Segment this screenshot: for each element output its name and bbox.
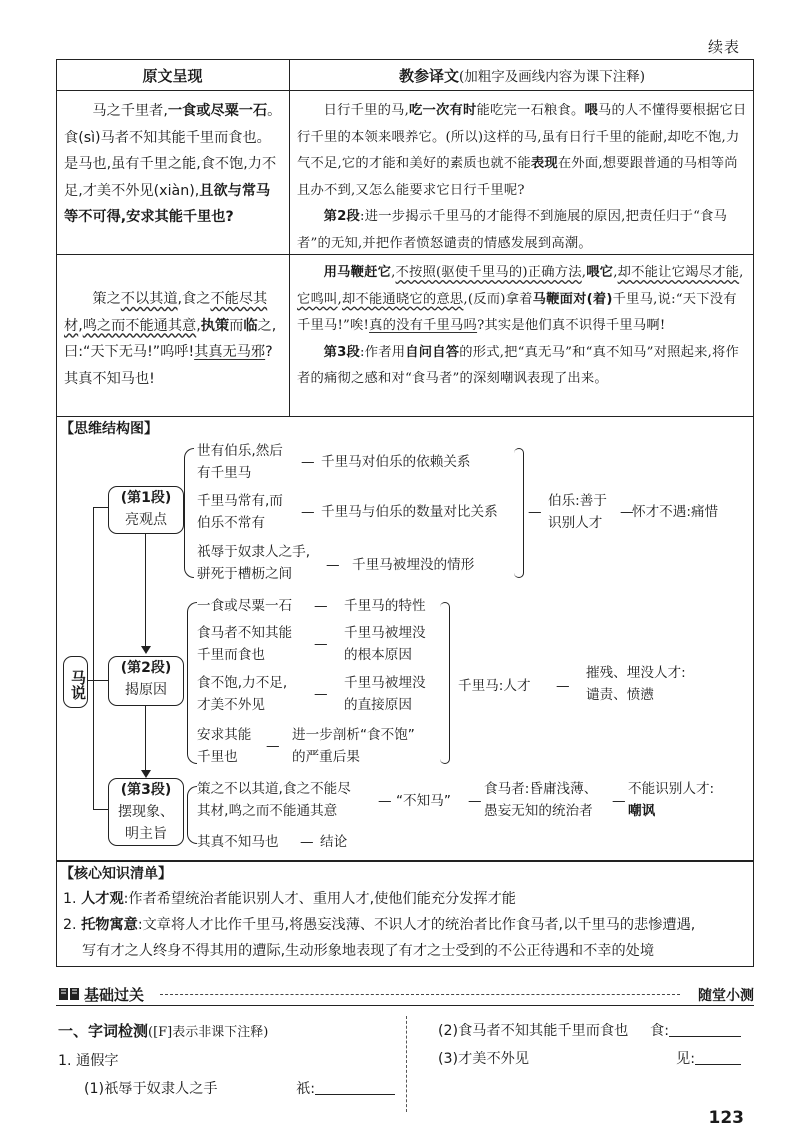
mm-node-p1 [108, 486, 184, 534]
mm-p2-res3-l1: 千里马被埋没 [344, 675, 426, 691]
mm-p1-res1: 千里马对伯乐的依赖关系 [321, 454, 471, 470]
orig-r1-b: 一食或尽粟一石 [167, 103, 268, 119]
mm-arrow-1-head [141, 646, 151, 654]
kn1-title: 人才观 [81, 891, 124, 907]
para2-label: 第2段 [323, 209, 361, 224]
trans-r1-f: 表现 [530, 156, 558, 171]
mm-p3-title1: 摆现象、 [118, 804, 174, 820]
mm-p3-bracket [187, 786, 197, 844]
basics-title: 基础过关 [84, 986, 145, 1004]
basics-divider [56, 1005, 754, 1006]
q2-blank[interactable] [669, 1023, 741, 1037]
sub-title-1: 1. 通假字 [58, 1053, 119, 1069]
row1-translation [297, 98, 747, 257]
mm-p1-sep1: — [301, 454, 315, 470]
mm-node-p3 [108, 778, 184, 846]
mm-p2-res1: 千里马的特性 [344, 598, 426, 614]
col2-header-title: 教参译文 [398, 67, 459, 85]
mm-p2-item3-l2: 才美不外见 [197, 697, 265, 713]
mm-p2-summary: 千里马:人才 [458, 678, 531, 694]
orig-r1-c: 。食(sì)马者不知其能千里而食也。是马也,虽有千里之能,食不饱,力不足,才美不外见(xiàn), [64, 103, 282, 199]
kn1-num: 1. [63, 891, 77, 907]
kn1-text: :作者希望统治者能识别人才、重用人才,使他们能充分发挥才能 [123, 891, 516, 907]
mm-p2-item4-l2: 千里也 [197, 749, 238, 765]
mm-p2-sep1: — [314, 598, 328, 614]
mm-p1-sum-l2: 识别人才 [548, 515, 603, 531]
mm-p1-summary [548, 490, 607, 534]
mm-p2-tag: (第2段) [120, 660, 172, 676]
mm-p2-item2 [197, 622, 292, 666]
mm-p2-bracket [187, 602, 197, 764]
knowledge-item-2 [63, 912, 695, 938]
mm-p3-sep1: — [378, 793, 392, 809]
trans-r2-h: , [739, 265, 744, 280]
mm-trunk [93, 507, 94, 809]
orig-r1-a: 马之千里者, [92, 103, 168, 119]
mm-p2-end-l2: 谴责、愤懑 [586, 687, 654, 703]
trans-r2-b: , [391, 265, 396, 280]
q1 [84, 1078, 218, 1098]
row2-original [64, 286, 284, 392]
para3-bold: 自问自答 [405, 344, 460, 360]
mm-p2-item1: 一食或尽粟一石 [197, 598, 293, 614]
section-title-text: 一、字词检测 [58, 1022, 149, 1040]
q2-answer-label: 食: [650, 1023, 669, 1039]
orig-r2-l: 其真无马邪 [194, 344, 266, 360]
q1-answer-label: 祇: [296, 1081, 315, 1097]
mm-p2-end-l1: 摧残、埋没人才: [586, 665, 686, 681]
orig-r2-m: ?其真不知马也! [64, 344, 273, 387]
q3-label: (3)才美不外见 [438, 1051, 530, 1067]
mm-p3-sep-end: — [612, 793, 626, 809]
mm-p2-sep-end: — [556, 678, 570, 694]
basics-rule [160, 994, 680, 995]
mm-p1-item3-l2: 骈死于槽枥之间 [197, 566, 293, 582]
page-number: 123 [708, 1108, 744, 1128]
mm-p3-item1-l2: 其材,鸣之而不能通其意 [197, 803, 338, 819]
row2-translation [297, 260, 747, 393]
mm-p2-item2-l2: 千里而食也 [197, 647, 265, 663]
mm-arrow-2-head [141, 770, 151, 778]
trans-r2-g: 却不能让它竭尽才能 [617, 265, 740, 280]
mm-p2-item3-l1: 食不饱,力不足, [197, 675, 288, 691]
trans-r2-e: 喂它 [586, 265, 614, 280]
orig-r1-d: 且欲与常马等不可得,安求其能千里也? [64, 182, 271, 225]
mm-node-p2 [108, 656, 184, 706]
mm-p3-item1-l1: 策之不以其道,食之不能尽 [197, 781, 351, 797]
knowledge-item-2-cont: 写有才之人终身不得其用的遭际,生动形象地表现了有才之士受到的不公正待遇和不幸的处境 [82, 943, 655, 959]
book-icon [58, 986, 80, 1000]
mm-p2-res3-l2: 的直接原因 [344, 697, 412, 713]
q1-answer [296, 1078, 395, 1098]
trans-r2-l: ,(反而)拿着 [463, 291, 533, 307]
mm-p1-item2-l1: 千里马常有,而 [197, 493, 283, 509]
para2-text: :进一步揭示千里马的才能得不到施展的原因,把责任归于“食马者”的无知,并把作者愤怒谴责的情感发展到高潮。 [297, 209, 728, 251]
mm-p1-item3 [197, 541, 310, 585]
mm-p2-res2-l1: 千里马被埋没 [344, 625, 426, 641]
para3-rest: 的形式,把“真无马”和“真不知马”对照起来,将作者的痛彻之感和对“食马者”的深刻嘲讽表现了出来。 [297, 344, 740, 386]
mm-root-text: 马说 [69, 670, 87, 700]
orig-r2-k: 之,曰:“天下无马!”呜呼! [64, 317, 277, 360]
mm-p3-res2: 结论 [320, 834, 348, 850]
mm-p2-res4-l2: 的严重后果 [292, 749, 360, 765]
trans-r1-g: 在外面,想要跟普通的马相等尚且办不到,又怎么能要求它日行千里呢? [297, 156, 738, 198]
mm-p3-title2: 明主旨 [125, 826, 167, 842]
trans-r1-b: 吃一次有时 [409, 103, 477, 118]
mm-p2-res2 [344, 622, 426, 666]
mm-p2-res4-l1: 进一步剖析“食不饱” [292, 727, 415, 743]
mm-p1-item1-l2: 有千里马 [197, 465, 252, 481]
orig-r2-b: 不以其道 [120, 291, 178, 307]
para3-label: 第3段 [323, 344, 361, 360]
mm-p2-end [586, 662, 686, 706]
trans-r2-p: 真的没有千里马吗 [369, 318, 478, 333]
orig-r2-a: 策之 [92, 291, 121, 307]
mindmap-label: 【思维结构图】 [60, 421, 158, 437]
q2 [438, 1020, 628, 1040]
mm-arrow-2 [145, 706, 146, 774]
trans-r2-c: 不按照(驱使千里马的)正确方法 [395, 265, 582, 280]
mm-p1-rbracket [514, 448, 524, 578]
basics-col-divider [406, 1016, 407, 1112]
col2-header-note: (加粗字及画线内容为课下注释) [458, 69, 646, 85]
table-col-divider [289, 59, 290, 417]
kn2-num: 2. [63, 917, 77, 933]
trans-r2-i: 它鸣叫 [297, 291, 338, 307]
orig-r2-i: 而 [229, 317, 244, 334]
mm-p1-item1-l1: 世有伯乐,然后 [197, 443, 283, 459]
mm-p1-item1 [197, 440, 283, 484]
knowledge-item-1 [63, 886, 516, 912]
mm-p1-item3-l1: 祇辱于奴隶人之手, [197, 544, 311, 560]
trans-r2-k: 却不能通晓它的意思 [341, 291, 464, 307]
mm-p3-summary [484, 778, 597, 822]
orig-r2-f: 鸣之而不能通其意 [82, 317, 197, 334]
q3-blank[interactable] [695, 1051, 741, 1065]
q3-answer-label: 见: [676, 1051, 695, 1067]
mm-p2-item2-l1: 食马者不知其能 [197, 625, 293, 641]
row1-original [64, 98, 284, 231]
q1-label: (1)祇辱于奴隶人之手 [84, 1081, 218, 1097]
table-header-rule [56, 90, 754, 91]
mm-p1-title: 亮观点 [125, 512, 167, 528]
mm-p1-res2: 千里马与伯乐的数量对比关系 [321, 504, 498, 520]
mm-p3-end-l1: 不能识别人才: [628, 781, 715, 797]
trans-r1-c: 能吃完一石粮食。 [476, 103, 585, 118]
mm-p1-sum-l1: 伯乐:善于 [548, 493, 607, 509]
mm-p3-item2: 其真不知马也 [197, 834, 279, 850]
q3 [438, 1048, 529, 1068]
mm-p1-item2 [197, 490, 283, 534]
mm-p3-sum-l2: 愚妄无知的统治者 [484, 803, 593, 819]
mm-link-p1 [93, 507, 108, 508]
mm-p2-item4-l1: 安求其能 [197, 727, 252, 743]
mm-p2-rbracket [440, 602, 450, 764]
mm-p1-sep-end: — [620, 504, 634, 520]
trans-r2-f: , [613, 265, 618, 280]
mm-p1-bracket [184, 448, 194, 578]
mm-p1-sep3: — [326, 557, 340, 573]
basics-tag: 随堂小测 [698, 988, 754, 1004]
trans-r2-m: 马鞭 [532, 291, 560, 307]
mm-p3-res1: “不知马” [396, 793, 451, 809]
mm-p2-sep2: — [314, 636, 328, 652]
trans-r1-a: 日行千里的马, [323, 103, 410, 118]
q2-answer [650, 1020, 741, 1040]
mm-p2-title: 揭原因 [125, 682, 167, 698]
orig-r2-e: , [78, 317, 83, 334]
orig-r2-h: 执策 [200, 317, 230, 334]
q2-label: (2)食马者不知其能千里而食也 [438, 1023, 629, 1039]
q3-answer [676, 1048, 741, 1068]
mm-p3-sum-l1: 食马者:昏庸浅薄、 [484, 781, 598, 797]
orig-r2-c: ,食之 [177, 291, 211, 307]
mm-p3-sep2: — [300, 834, 314, 850]
trans-r1-e: 马的人不懂得要根据它日行千里的本领来喂养它。(所以)这样的马,虽有日行千里的能耐,却吃不饱,力气不足,它的才能和美好的素质也就不能 [297, 103, 747, 171]
col1-header: 原文呈现 [142, 67, 203, 85]
mm-root [63, 656, 88, 708]
mm-p1-sep-sum: — [528, 504, 542, 520]
mm-arrow-1 [145, 534, 146, 652]
mm-p3-end [628, 778, 714, 822]
mm-p3-item1 [197, 778, 351, 822]
trans-r1-d: 喂 [584, 103, 598, 118]
mm-p3-end-l2: 嘲讽 [628, 803, 656, 819]
mm-p2-res2-l2: 的根本原因 [344, 647, 412, 663]
kn2-text: :文章将人才比作千里马,将愚妄浅薄、不识人才的统治者比作食马者,以千里马的悲惨遭遇, [137, 917, 696, 933]
trans-r2-n: 面对(着) [559, 291, 613, 307]
mm-p2-res4 [292, 724, 415, 768]
mm-p2-res3 [344, 672, 426, 716]
mm-p1-tag: (第1段) [120, 490, 172, 506]
section-note: ([F]表示非课下注释) [148, 1025, 269, 1040]
mm-p1-sep2: — [301, 504, 315, 520]
section-title [58, 1020, 268, 1041]
trans-r2-d: , [581, 265, 587, 280]
kn2-title: 托物寓意 [81, 917, 138, 933]
mm-p3-tag: (第3段) [120, 782, 172, 798]
mm-p2-sep3: — [314, 686, 328, 702]
knowledge-label: 【核心知识清单】 [60, 866, 172, 882]
continued-label: 续表 [707, 38, 740, 56]
mm-link-p3 [93, 809, 108, 810]
trans-r2-a: 用马鞭赶它 [323, 265, 392, 280]
mm-p1-end: 怀才不遇:痛惜 [632, 504, 719, 520]
mm-p1-res3: 千里马被埋没的情形 [352, 557, 475, 573]
para3-text: :作者用 [360, 344, 406, 360]
orig-r2-j: 临 [243, 317, 258, 334]
mm-link-p2 [87, 680, 108, 681]
mm-p2-item4 [197, 724, 251, 768]
orig-r2-g: , [196, 317, 201, 334]
col2-header [290, 65, 754, 86]
orig-r2-d: 不能尽其材 [64, 291, 268, 334]
mm-p2-item3 [197, 672, 287, 716]
mm-p2-sep4: — [266, 738, 280, 754]
q1-blank[interactable] [315, 1081, 395, 1095]
trans-r2-j: , [337, 291, 342, 307]
trans-r2-o: 千里马,说:“天下没有千里马!”唉! [297, 291, 737, 333]
mm-p3-sep1b: — [468, 793, 482, 809]
mm-p1-item2-l2: 伯乐不常有 [197, 515, 265, 531]
trans-r2-q: ?其实是他们真不识得千里马啊! [477, 318, 666, 333]
